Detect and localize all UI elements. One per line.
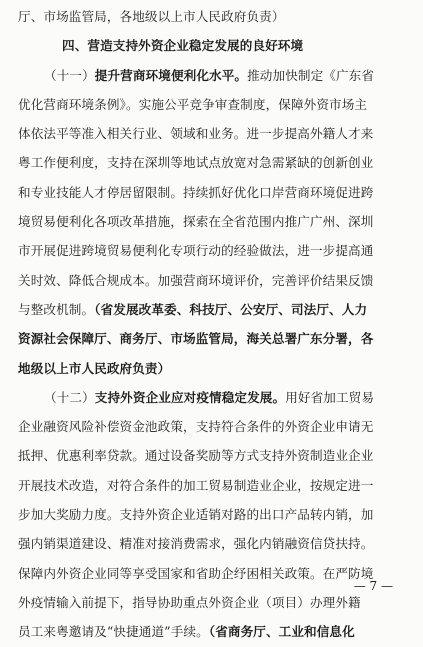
text-line: 和专业技能人才停居留限制。持续抓好优化口岸营商环境促进跨 [18,184,374,200]
clause-text: 员工来粤邀请及“快捷通道”手续。 [18,624,209,640]
text-line: 强内销渠道建设、精准对接消费需求，强化内销融资信贷扶持。 [18,536,374,552]
paragraph-line [18,617,399,646]
text-line: 外疫情输入前提下，指导协助重点外资企业（项目）办理外籍 [18,594,361,610]
clause-number: （十一） [44,67,95,83]
clause-title: 支持外资企业应对疫情稳定发展。 [94,389,286,405]
text-line: 体依法平等准入相关行业、领域和业务。进一步提高外籍人才来 [18,126,374,142]
text-line: 市开展促进跨境贸易便利化专项行动的经验做法，进一步提高通 [18,243,374,259]
clause-text: 与整改机制。 [18,301,95,317]
responsible-units-line: 地级以上市人民政府负责） [18,360,171,376]
clause-title: 提升营商环境便利化水平。 [94,67,248,83]
text-line: 保障内外资企业同等享受国家和省助企纾困相关政策。在严防境 [18,565,374,581]
text-line: 开展技术改造，对符合条件的加工贸易制造业企业，按规定进一 [18,477,374,493]
text-line: 粤工作便利度，支持在深圳等地试点放宽对急需紧缺的创新创业 [18,155,374,171]
clause-text: 推动加快制定《广东省 [247,67,375,83]
text-line: 境贸易便利化各项改革措施，探索在全省范围内推广广州、深圳 [18,214,374,230]
page-number: — 7 — [353,579,393,593]
text-line: 企业融资风险补偿资金池政策，支持符合条件的外资企业申请无 [18,419,374,435]
responsible-units: （省商务厅、工业和信息化 [208,624,355,640]
text-line: 优化营商环境条例》。实施公平竞争审查制度，保障外资市场主 [18,96,368,112]
paragraph-line [18,61,399,90]
clause-text: 用好省加工贸易 [285,389,375,405]
text-line: 关时效、降低合规成本。加强营商环境评价，完善评价结果反馈 [18,272,374,288]
text-line: 抵押、优惠利率贷款。通过设备奖励等方式支持外资制造业企业 [18,448,374,464]
responsible-units: （省发展改革委、科技厅、公安厅、司法厅、人力 [94,301,368,317]
text-line: 厅、市场监管局，各地级以上市人民政府负责） [18,9,285,24]
section-heading: 四、营造支持外资企业稳定发展的良好环境 [62,38,304,54]
paragraph-line [18,295,399,324]
responsible-units-line: 资源社会保障厅、商务厅、市场监管局，海关总署广东分署，各 [18,331,374,347]
paragraph-line [18,383,399,412]
clause-number: （十二） [44,389,95,405]
text-line: 步加大奖励力度。支持外资企业适销对路的出口产品转内销，加 [18,507,374,523]
